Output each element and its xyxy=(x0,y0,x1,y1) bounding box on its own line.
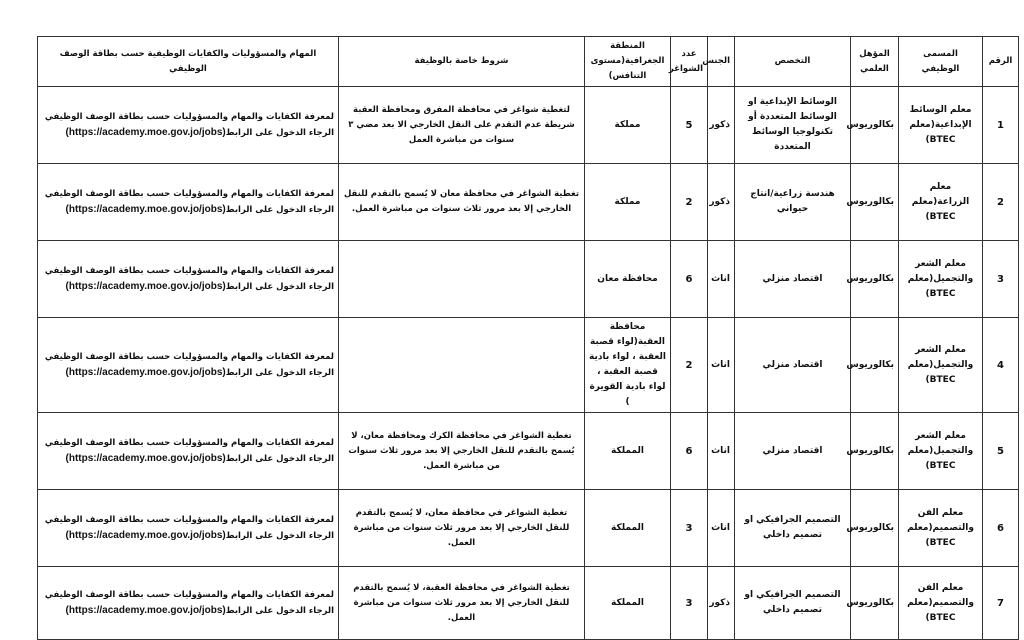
specialty: اقتصاد منزلي xyxy=(735,318,851,413)
header-qualification: المؤهل العلمي xyxy=(851,37,899,87)
jobs-link[interactable]: (https://academy.moe.gov.jo/jobs) xyxy=(65,126,226,138)
row-no: 4 xyxy=(983,318,1019,413)
jobs-link[interactable]: (https://academy.moe.gov.jo/jobs) xyxy=(65,203,226,215)
qualification: بكالوريوس xyxy=(851,87,899,164)
jobs-link[interactable]: (https://academy.moe.gov.jo/jobs) xyxy=(65,366,226,378)
gender: اناث xyxy=(708,490,735,567)
specialty: التصميم الجرافيكي او تصميم داخلي xyxy=(735,567,851,640)
special-conditions: لتغطية شواغر في محافظة المفرق ومحافظة العقبة شريطة عدم التقدم على النقل الخارجي الا بعد مضي ٣ سنوات من مباشرة العمل xyxy=(339,87,585,164)
region: المملكة xyxy=(585,413,671,490)
job-title: معلم الشعر والتجميل(معلم BTEC) xyxy=(899,318,983,413)
table-row xyxy=(38,490,1019,567)
table-row xyxy=(38,413,1019,490)
duties-text: لمعرفة الكفايات والمهام والمسؤوليات حسب بطاقة الوصف الوظيفي الرجاء الدخول على الرابط xyxy=(44,514,334,541)
duties-text: لمعرفة الكفايات والمهام والمسؤوليات حسب بطاقة الوصف الوظيفي الرجاء الدخول على الرابط xyxy=(44,111,334,138)
row-no: 6 xyxy=(983,490,1019,567)
region: المملكة xyxy=(585,490,671,567)
job-title: معلم الفن والتصميم(معلم BTEC) xyxy=(899,567,983,640)
specialty: اقتصاد منزلي xyxy=(735,413,851,490)
vacancies-table xyxy=(37,36,1019,640)
duties-cell xyxy=(38,490,339,567)
region: المملكة xyxy=(585,567,671,640)
header-region: المنطقة الجغرافية(مستوى التنافس) xyxy=(585,37,671,87)
region: مملكة xyxy=(585,164,671,241)
region: محافظة معان xyxy=(585,241,671,318)
gender: اناث xyxy=(708,241,735,318)
header-count: عدد الشواغر xyxy=(671,37,708,87)
row-no: 2 xyxy=(983,164,1019,241)
job-title: معلم الوسائط الإبداعية(معلم BTEC) xyxy=(899,87,983,164)
special-conditions xyxy=(339,241,585,318)
table-header-row xyxy=(38,37,1019,87)
header-duties: المهام والمسؤوليات والكفايات الوظيفية حسب بطاقة الوصف الوظيفي xyxy=(38,37,339,87)
duties-text: لمعرفة الكفايات والمهام والمسؤوليات حسب بطاقة الوصف الوظيفي الرجاء الدخول على الرابط xyxy=(44,589,334,616)
header-conditions: شروط خاصة بالوظيفة xyxy=(339,37,585,87)
qualification: بكالوريوس xyxy=(851,241,899,318)
table-row xyxy=(38,87,1019,164)
specialty: التصميم الجرافيكي او تصميم داخلي xyxy=(735,490,851,567)
vacancy-count: 3 xyxy=(671,490,708,567)
header-title: المسمى الوظيفي xyxy=(899,37,983,87)
table-row xyxy=(38,567,1019,640)
special-conditions: تغطية الشواغر في محافظة معان لا يُسمح بالتقدم للنقل الخارجي إلا بعد مرور ثلاث سنوات من مباشرة العمل. xyxy=(339,164,585,241)
vacancy-count: 6 xyxy=(671,413,708,490)
job-title: معلم الفن والتصميم(معلم BTEC) xyxy=(899,490,983,567)
specialty: هندسة زراعية/انتاج حيواني xyxy=(735,164,851,241)
duties-text: لمعرفة الكفايات والمهام والمسؤوليات حسب بطاقة الوصف الوظيفي الرجاء الدخول على الرابط xyxy=(44,437,334,464)
vacancy-count: 3 xyxy=(671,567,708,640)
region: مملكة xyxy=(585,87,671,164)
special-conditions: تغطية الشواغر في محافظة العقبة، لا يُسمح بالتقدم للنقل الخارجي إلا بعد مرور ثلاث سنوات من مباشرة العمل. xyxy=(339,567,585,640)
region: محافظة العقبة(لواء قصبة العقبة ، لواء بادية قصبة العقبة ، لواء بادية القويرة ) xyxy=(585,318,671,413)
gender: اناث xyxy=(708,318,735,413)
job-title: معلم الشعر والتجميل(معلم BTEC) xyxy=(899,413,983,490)
qualification: بكالوريوس xyxy=(851,413,899,490)
duties-cell xyxy=(38,87,339,164)
header-gender: الجنس xyxy=(708,37,735,87)
duties-text: لمعرفة الكفايات والمهام والمسؤوليات حسب بطاقة الوصف الوظيفي الرجاء الدخول على الرابط xyxy=(44,265,334,292)
jobs-link[interactable]: (https://academy.moe.gov.jo/jobs) xyxy=(65,452,226,464)
duties-cell xyxy=(38,318,339,413)
jobs-link[interactable]: (https://academy.moe.gov.jo/jobs) xyxy=(65,604,226,616)
duties-cell xyxy=(38,413,339,490)
job-title: معلم الشعر والتجميل(معلم BTEC) xyxy=(899,241,983,318)
job-title: معلم الزراعة(معلم BTEC) xyxy=(899,164,983,241)
vacancy-count: 2 xyxy=(671,318,708,413)
table-row xyxy=(38,318,1019,413)
header-specialty: التخصص xyxy=(735,37,851,87)
row-no: 5 xyxy=(983,413,1019,490)
special-conditions: تغطية الشواغر في محافظة معان، لا يُسمح بالتقدم للنقل الخارجي إلا بعد مرور ثلاث سنوات من مباشرة العمل. xyxy=(339,490,585,567)
qualification: بكالوريوس xyxy=(851,318,899,413)
gender: ذكور xyxy=(708,164,735,241)
qualification: بكالوريوس xyxy=(851,490,899,567)
vacancy-count: 2 xyxy=(671,164,708,241)
duties-cell xyxy=(38,164,339,241)
header-no: الرقم xyxy=(983,37,1019,87)
jobs-link[interactable]: (https://academy.moe.gov.jo/jobs) xyxy=(65,529,226,541)
qualification: بكالوريوس xyxy=(851,164,899,241)
duties-text: لمعرفة الكفايات والمهام والمسؤوليات حسب بطاقة الوصف الوظيفي الرجاء الدخول على الرابط xyxy=(44,351,334,378)
specialty: اقتصاد منزلي xyxy=(735,241,851,318)
duties-text: لمعرفة الكفايات والمهام والمسؤوليات حسب بطاقة الوصف الوظيفي الرجاء الدخول على الرابط xyxy=(44,188,334,215)
gender: ذكور xyxy=(708,567,735,640)
table-row xyxy=(38,164,1019,241)
row-no: 1 xyxy=(983,87,1019,164)
vacancy-count: 6 xyxy=(671,241,708,318)
row-no: 7 xyxy=(983,567,1019,640)
row-no: 3 xyxy=(983,241,1019,318)
gender: اناث xyxy=(708,413,735,490)
gender: ذكور xyxy=(708,87,735,164)
duties-cell xyxy=(38,567,339,640)
specialty: الوسائط الإبداعية او الوسائط المتعددة أو تكنولوجيا الوسائط المتعددة xyxy=(735,87,851,164)
jobs-link[interactable]: (https://academy.moe.gov.jo/jobs) xyxy=(65,280,226,292)
special-conditions xyxy=(339,318,585,413)
vacancies-document xyxy=(37,36,1018,640)
vacancy-count: 5 xyxy=(671,87,708,164)
qualification: بكالوريوس xyxy=(851,567,899,640)
special-conditions: تغطية الشواغر في محافظة الكرك ومحافظة معان، لا يُسمح بالتقدم للنقل الخارجي إلا بعد مرور ثلاث سنوات من مباشرة العمل. xyxy=(339,413,585,490)
duties-cell xyxy=(38,241,339,318)
table-row xyxy=(38,241,1019,318)
